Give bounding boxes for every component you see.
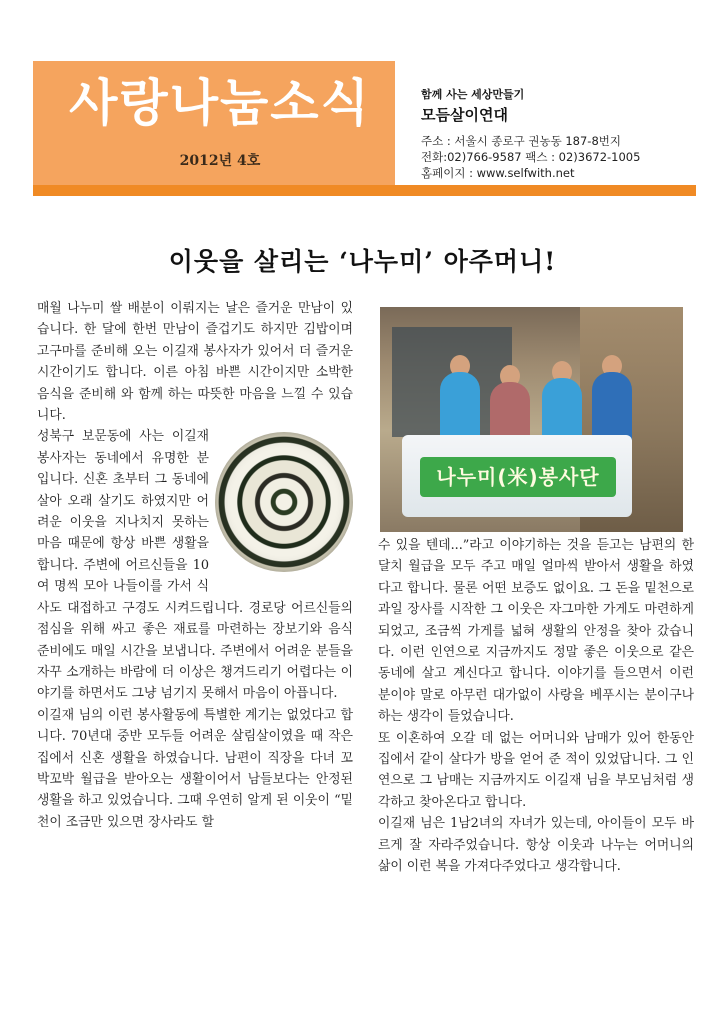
issue-number: 2012년 4호 <box>179 153 261 169</box>
paragraph: 이길재 님은 1남2녀의 자녀가 있는데, 아이들이 모두 바르게 잘 자라주었습니다. 항상 이웃과 나누는 어머니의 삶이 이런 복을 가져다주었다고 생각합니다. <box>378 816 694 875</box>
paragraph-with-image <box>37 426 353 704</box>
org-homepage: 홈페이지 : www.selfwith.net <box>421 166 575 180</box>
header-divider <box>33 185 696 196</box>
kimbap-photo <box>215 432 353 572</box>
paragraph: 또 이혼하여 오갈 데 없는 어머니와 남매가 있어 한동안 집에서 같이 살다가 방을 얻어 준 적이 있었답니다. 그 인연으로 그 남매는 지금까지도 이길재 님을 부모님처럼 생각하고 찾아온다고 합니다. <box>378 730 694 810</box>
photo-banner: 나누미(米)봉사단 <box>420 457 616 497</box>
organization-info <box>421 86 640 181</box>
volunteers-photo <box>380 307 683 532</box>
article-left-column <box>37 298 353 833</box>
article-right-column <box>378 535 694 878</box>
article-headline: 이웃을 살리는 ‘나누미’ 아주머니! <box>168 246 557 276</box>
org-name: 모듬살이연대 <box>421 106 508 124</box>
paragraph: 수 있을 텐데...”라고 이야기하는 것을 듣고는 남편의 한달치 월급을 모두 주고 매일 얼마씩 받아서 생활을 하였다고 합니다. 물론 어떤 보증도 없이요. 그 돈을 밑천으로 과일 장사를 시작한 그 이웃은 자그마한 가게도 마련하게 되었고, 조금씩 가게를 넓혀 생활의 안정을 찾아 갔습니다. 이런 인연으로 지금까지도 정말 좋은 이웃으로 같은 동네에 살고 계신다고 합니다. 이야기를 들으면서 이런 분이야 말로 아무런 대가없이 사랑을 베푸시는 분이구나 하는 생각이 들었습니다. <box>378 538 694 725</box>
paragraph: 매월 나누미 쌀 배분이 이뤄지는 날은 즐거운 만남이 있습니다. 한 달에 한번 만남이 즐겁기도 하지만 김밥이며 고구마를 준비해 오는 이길재 봉사자가 있어서 더 즐거운 시간이기도 합니다. 이른 아침 바쁜 시간이지만 소박한 음식을 준비해 와 함께 하는 따뜻한 마음을 느낄 수 있습니다. <box>37 301 353 424</box>
org-address: 주소 : 서울시 종로구 권농동 187-8번지 <box>421 134 621 148</box>
paragraph-text: 성북구 보문동에 사는 이길재 봉사자는 동네에서 유명한 분입니다. 신혼 초부터 그 동네에 살아 오래 살기도 하였지만 어려운 이웃을 지나치지 못하는 마음 때문에 항상 바쁜 생활을 합니다. 주변에 어르신들을 10여 명씩 모아 나들이를 가서 식사도 대접하고 구경도 시켜드립니다. 경로당 어르신들의 점심을 위해 싸고 좋은 재료를 마련하는 장보기와 음식 준비에도 매일 시간을 보냅니다. 주변에서 어려운 분들을 자꾸 소개하는 바람에 더 이상은 챙겨드리기 어렵다는 이야기를 하면서도 그냥 넘기지 못해서 마음이 아픕니다. <box>37 429 353 702</box>
org-tagline: 함께 사는 세상만들기 <box>421 88 525 101</box>
org-phone: 전화:02)766-9587 팩스 : 02)3672-1005 <box>421 150 641 164</box>
newsletter-title: 사랑나눔소식 <box>69 74 371 132</box>
paragraph: 이길재 님의 이런 봉사활동에 특별한 계기는 없었다고 합니다. 70년대 중반 모두들 어려운 살림살이였을 때 작은 집에서 신혼 생활을 하였습니다. 남편이 직장을 다녀 꼬박꼬박 월급을 받아오는 생활이어서 남들보다는 안정된 생활을 하고 있었습니다. 그때 우연히 알게 된 이웃이 “밑천이 조금만 있으면 장사라도 할 <box>37 707 353 830</box>
